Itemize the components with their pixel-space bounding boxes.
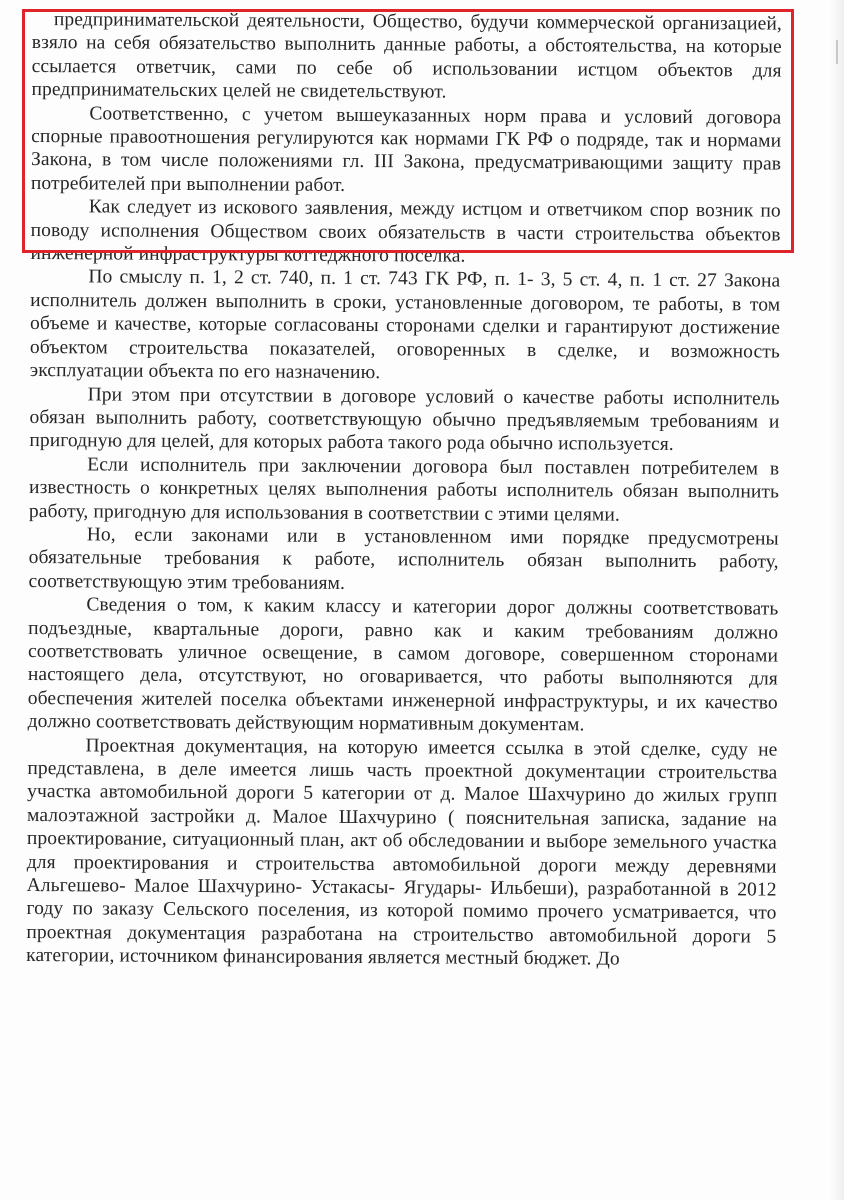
paragraph-6: Если исполнитель при заключении договора был поставлен потребителем в известность о конкретных целях выполнения работы исполнитель обязан выполнить работу, пригодную для использования в соответствии с этими целями. <box>28 454 780 526</box>
page-edge-shadow <box>830 0 844 1200</box>
paragraph-8: Сведения о том, к каким классу и категории дорог должны соответствовать подъездные, квартальные дороги, равно как и каким требованиям должно соответствовать уличное освещение, в самом договоре, совершенном сторонами настоящего дела, отсутствуют, но оговаривается, что работы выполняются для обеспечения жителей поселка объектами инженерной инфраструктуры, и их качество должно соответствовать действующим нормативным документам. <box>27 594 779 736</box>
paragraph-2: Соответственно, с учетом вышеуказанных норм права и условий договора спорные правоотношения регулируются как нормами ГК РФ о подряде, так и нормами Закона, в том числе положениями гл. III Закона, предусматривающими защиту прав потребителей при выполнении работ. <box>30 102 782 196</box>
paragraph-5: При этом при отсутствии в договоре условий о качестве работы исполнитель обязан выполнить работу, соответствующую обычно предъявляемым требованиям и пригодную для целей, для которых работа такого рода обычно используется. <box>29 383 780 456</box>
paragraph-1: предпринимательской деятельности, Общество, будучи коммерческой организацией, взяло на себя обязательство выполнить данные работы, а обстоятельства, на которые ссылается ответчик, сами по себе об использовании истцом объектов для предпринимательских целей не свидетельствуют. <box>31 9 782 103</box>
paragraph-4: По смыслу п. 1, 2 ст. 740, п. 1 ст. 743 ГК РФ, п. 1- 3, 5 ст. 4, п. 1 ст. 27 Закона исполнитель должен выполнить в сроки, установленные договором, те работы, в том объеме и качестве, которые согласованы сторонами сделки и гарантируют достижение объектом строительства показателей, оговоренных в сделке, и возможность эксплуатации объекта по его назначению. <box>29 266 781 384</box>
paragraph-7: Но, если законами или в установленном ими порядке предусмотрены обязательные требования к работе, исполнитель обязан выполнить работу, соответствующую этим требованиям. <box>28 524 779 594</box>
document-text <box>26 8 782 972</box>
paragraph-9: Проектная документация, на которую имеется ссылка в этой сделке, суду не представлена, в деле имеется лишь часть проектной документации строительства участка автомобильной дороги 5 категории от д. Малое Шахчурино до жилых групп малоэтажной застройки д. Малое Шахчурино ( пояснительная записка, задание на проектирование, ситуационный план, акт об обследовании и выборе земельного участка для проектирования и строительства автомобильной дороги между деревнями Альгешево- Малое Шахчурино- Устакасы- Ягудары- Ильбеши), разработанной в 2012 году по заказу Сельского поселения, из которой помимо прочего усматривается, что проектная документация разработана на строительство автомобильной дороги 5 категории, источником финансирования является местный бюджет. До <box>26 734 778 970</box>
scan-edge-mark <box>836 40 838 64</box>
paragraph-3: Как следует из искового заявления, между истцом и ответчиком спор возник по поводу исполнения Обществом своих обязательств в части строительства объектов инженерной инфраструктуры коттеджного поселка. <box>30 196 781 267</box>
